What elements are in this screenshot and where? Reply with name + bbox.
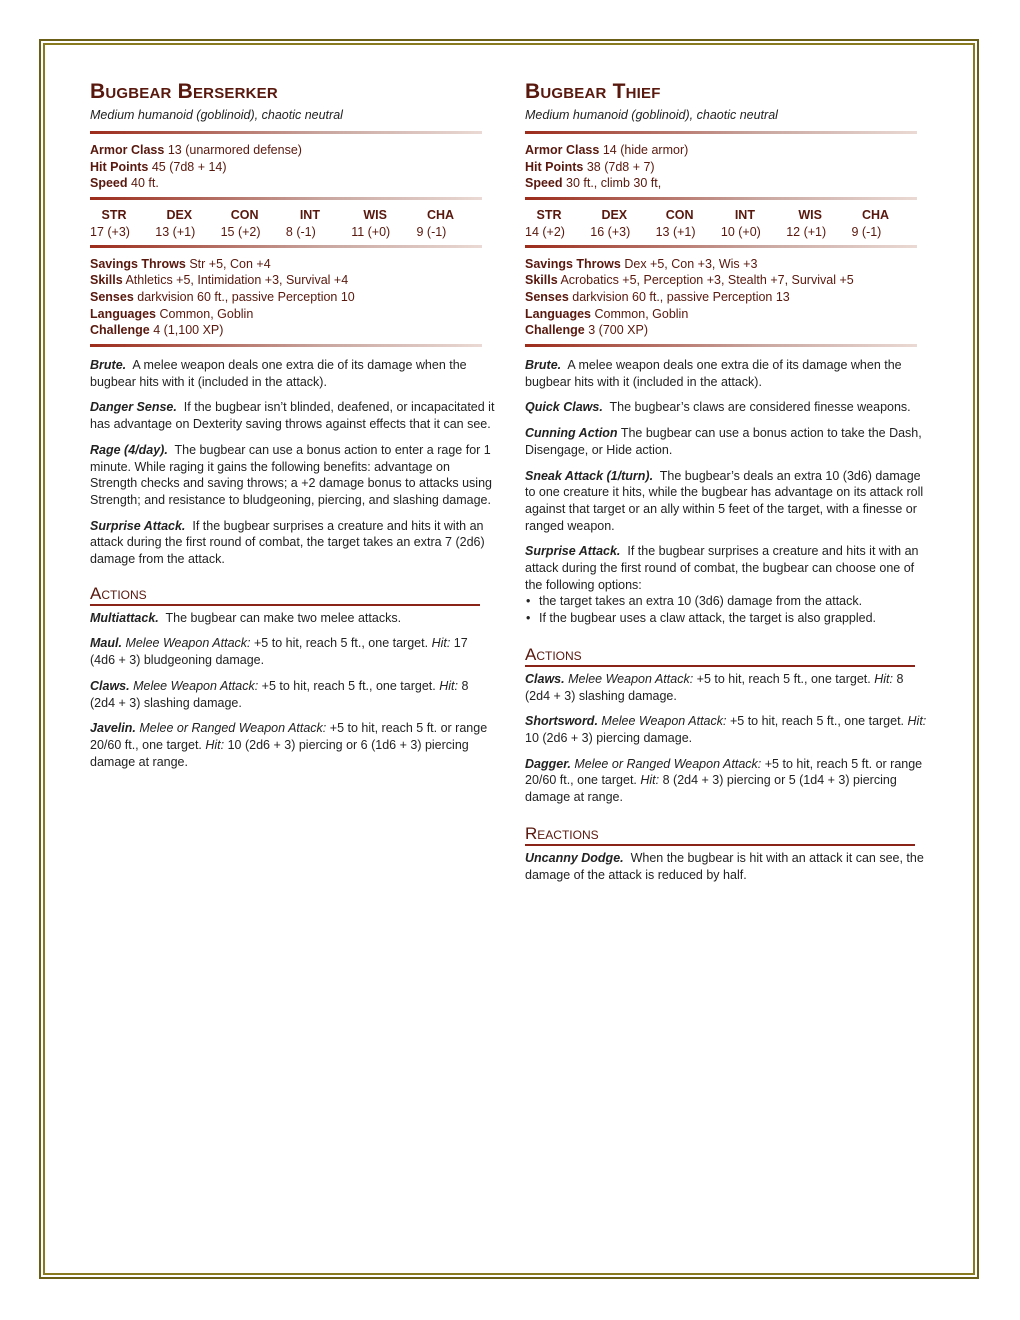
- ability-scores: [90, 200, 482, 244]
- ability-int: INT 8 (-1): [285, 208, 320, 239]
- senses: Senses darkvision 60 ft., passive Perception 10: [90, 289, 355, 304]
- ability-cha: CHA 9 (-1): [851, 208, 890, 239]
- action-dagger: Dagger. Melee or Ranged Weapon Attack: +5 to hit, reach 5 ft. or range 20/60 ft., one target. Hit: 8 (2d4 + 3) piercing or 5 (1d4 + 3) piercing damage at range.: [525, 756, 923, 805]
- trait-quick-claws: Quick Claws. The bugbear’s claws are considered finesse weapons.: [525, 400, 911, 415]
- trait-danger-sense: Danger Sense. If the bugbear isn’t blinded, deafened, or incapacitated it has advantage on Dexterity saving throws against effects that it can see.: [90, 400, 495, 432]
- ability-str: STR 14 (+2): [525, 208, 565, 239]
- action-javelin: Javelin. Melee or Ranged Weapon Attack: +5 to hit, reach 5 ft. or range 20/60 ft., one target. Hit: 10 (2d6 + 3) piercing or 6 (1d6 + 3) piercing damage at range.: [90, 721, 488, 769]
- stat-block-bugbear-berserker: [90, 78, 496, 779]
- senses: Senses darkvision 60 ft., passive Perception 13: [525, 289, 790, 304]
- reactions-heading: Reactions: [525, 824, 915, 846]
- challenge: Challenge 3 (700 XP): [525, 323, 648, 338]
- ability-cha: CHA 9 (-1): [416, 208, 455, 239]
- languages: Languages Common, Goblin: [525, 306, 689, 321]
- saving-throws: Savings Throws Str +5, Con +4: [90, 256, 271, 271]
- trait-cunning-action: Cunning Action The bugbear can use a bonus action to take the Dash, Disengage, or Hide action.: [525, 426, 922, 457]
- skills: Skills Acrobatics +5, Perception +3, Stealth +7, Survival +5: [525, 273, 854, 288]
- ability-wis: WIS 11 (+0): [351, 208, 391, 239]
- list-item: • the target takes an extra 10 (3d6) damage from the attack.: [539, 593, 931, 610]
- ability-con: CON 15 (+2): [220, 208, 261, 239]
- action-claws: Claws. Melee Weapon Attack: +5 to hit, reach 5 ft., one target. Hit: 8 (2d4 + 3) slashing damage.: [90, 678, 469, 710]
- trait-brute: Brute. A melee weapon deals one extra die of its damage when the bugbear hits with it (included in the attack).: [525, 358, 902, 389]
- ability-scores: [525, 200, 917, 244]
- hit-points: Hit Points 45 (7d8 + 14): [90, 159, 227, 174]
- ability-wis: WIS 12 (+1): [786, 208, 827, 239]
- traits: [525, 347, 931, 627]
- action-multiattack: Multiattack. The bugbear can make two melee attacks.: [90, 610, 402, 625]
- creature-name: Bugbear Thief: [525, 80, 661, 103]
- creature-subtitle: Medium humanoid (goblinoid), chaotic neutral: [525, 108, 778, 122]
- action-claws: Claws. Melee Weapon Attack: +5 to hit, reach 5 ft., one target. Hit: 8 (2d4 + 3) slashing damage.: [525, 671, 904, 703]
- armor-class: Armor Class 14 (hide armor): [525, 143, 689, 157]
- challenge: Challenge 4 (1,100 XP): [90, 323, 224, 338]
- basic-stats: [90, 134, 496, 197]
- trait-sneak-attack: Sneak Attack (1/turn). The bugbear’s deals an extra 10 (3d6) damage to one creature it hits, while the bugbear has advantage on its attack roll against that target or an ally within 5 feet of the target, with a finesse or ranged weapon.: [525, 468, 924, 533]
- actions-heading: Actions: [525, 645, 915, 667]
- action-maul: Maul. Melee Weapon Attack: +5 to hit, reach 5 ft., one target. Hit: 17 (4d6 + 3) bludgeoning damage.: [90, 636, 468, 668]
- speed: Speed 40 ft.: [90, 176, 159, 191]
- trait-brute: Brute. A melee weapon deals one extra die of its damage when the bugbear hits with it (included in the attack).: [90, 358, 467, 389]
- actions-heading: Actions: [90, 584, 480, 606]
- trait-surprise-attack: Surprise Attack. If the bugbear surprises a creature and hits it with an attack during the first round of combat, the bugbear can choose one of the following options:: [525, 544, 919, 592]
- secondary-stats: [90, 248, 496, 345]
- creature-name: Bugbear Berserker: [90, 80, 278, 103]
- trait-rage: Rage (4/day). The bugbear can use a bonus action to enter a rage for 1 minute. While raging it gains the following benefits: advantage on Strength checks and saving throws; a +2 damage bonus to attacks using Strength; and resistance to bludgeoning, piercing, and slashing damage.: [90, 442, 492, 507]
- surprise-options-list: [525, 593, 931, 626]
- ability-str: STR 17 (+3): [90, 208, 130, 239]
- ability-dex: DEX 13 (+1): [155, 208, 196, 239]
- trait-surprise-attack: Surprise Attack. If the bugbear surprises a creature and hits it with an attack during the first round of combat, the target takes an extra 7 (2d6) damage from the attack.: [90, 518, 485, 567]
- list-item: • If the bugbear uses a claw attack, the target is also grappled.: [539, 610, 931, 627]
- ability-int: INT 10 (+0): [720, 208, 761, 239]
- reaction-uncanny-dodge: Uncanny Dodge. When the bugbear is hit with an attack it can see, the damage of the attack is reduced by half.: [525, 850, 924, 882]
- basic-stats: [525, 134, 931, 197]
- creature-subtitle: Medium humanoid (goblinoid), chaotic neutral: [90, 108, 343, 122]
- secondary-stats: [525, 248, 931, 345]
- action-shortsword: Shortsword. Melee Weapon Attack: +5 to hit, reach 5 ft., one target. Hit: 10 (2d6 + 3) piercing damage.: [525, 714, 927, 745]
- hit-points: Hit Points 38 (7d8 + 7): [525, 159, 655, 174]
- stat-block-bugbear-thief: [525, 78, 931, 892]
- armor-class: Armor Class 13 (unarmored defense): [90, 143, 302, 157]
- traits: [90, 347, 496, 568]
- skills: Skills Athletics +5, Intimidation +3, Survival +4: [90, 273, 349, 288]
- languages: Languages Common, Goblin: [90, 306, 254, 321]
- speed: Speed 30 ft., climb 30 ft,: [525, 176, 662, 191]
- ability-dex: DEX 16 (+3): [590, 208, 631, 239]
- saving-throws: Savings Throws Dex +5, Con +3, Wis +3: [525, 256, 758, 271]
- ability-con: CON 13 (+1): [655, 208, 696, 239]
